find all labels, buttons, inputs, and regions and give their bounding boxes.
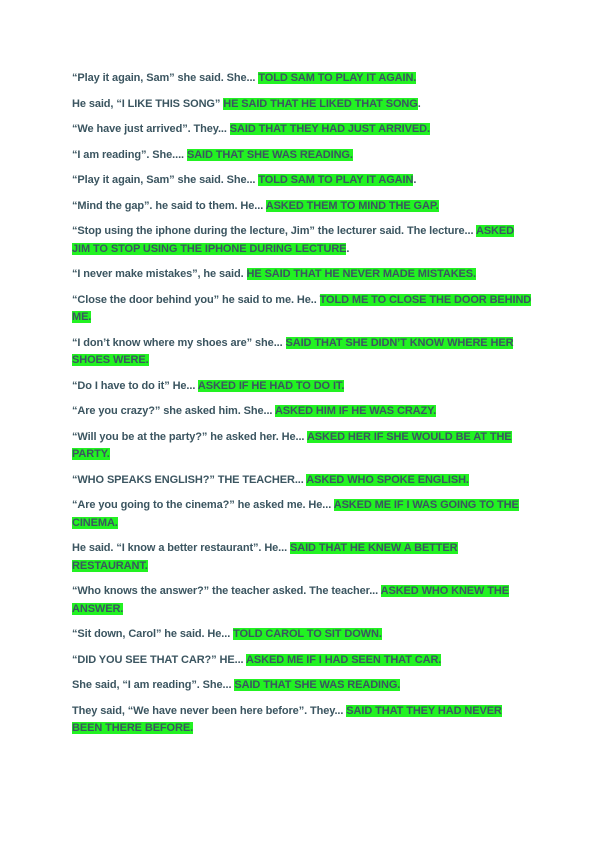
- exercise-item: [72, 335, 534, 370]
- exercise-item: [72, 652, 534, 670]
- highlighted-answer: SAID THAT THEY HAD NEVER BEEN THERE BEFORE.: [72, 704, 502, 734]
- exercise-prompt: “Do I have to do it” He...: [72, 379, 198, 392]
- exercise-prompt: “Close the door behind you” he said to me. He..: [72, 293, 320, 306]
- highlighted-answer: ASKED ME IF I WAS GOING TO THE CINEMA.: [72, 499, 519, 529]
- exercise-item: [72, 540, 534, 575]
- exercise-item: [72, 70, 534, 88]
- exercise-prompt: “WHO SPEAKS ENGLISH?” THE TEACHER...: [72, 473, 307, 486]
- exercise-prompt: “Mind the gap”. he said to them. He...: [72, 199, 266, 212]
- highlighted-answer: TOLD SAM TO PLAY IT AGAIN.: [258, 72, 417, 84]
- exercise-item: [72, 626, 534, 644]
- exercise-prompt: “I never make mistakes”, he said.: [72, 268, 247, 280]
- highlighted-answer: TOLD SAM TO PLAY IT AGAIN: [258, 174, 414, 186]
- exercise-item: [72, 96, 534, 114]
- exercise-item: [72, 147, 534, 165]
- highlighted-answer: ASKED WHO KNEW THE ANSWER.: [72, 585, 509, 615]
- exercise-prompt: “Play it again, Sam” she said. She...: [72, 72, 259, 84]
- exercise-prompt: “Sit down, Carol” he said. He...: [72, 628, 234, 640]
- exercise-item: [72, 472, 534, 490]
- exercise-prompt: “We have just arrived”. They...: [72, 123, 230, 135]
- exercise-prompt: “Are you crazy?” she asked him. She...: [72, 405, 275, 417]
- exercise-prompt: “I don’t know where my shoes are” she...: [72, 336, 286, 349]
- exercise-prompt: “DID YOU SEE THAT CAR?” HE...: [72, 653, 247, 666]
- highlighted-answer: SAID THAT SHE DIDN’T KNOW WHERE HER SHOES WERE.: [72, 336, 514, 366]
- exercise-prompt: “I am reading”. She....: [72, 148, 187, 161]
- exercise-item: [72, 403, 534, 421]
- exercise-item: [72, 583, 534, 618]
- highlighted-answer: ASKED HIM IF HE WAS CRAZY.: [274, 405, 437, 417]
- exercise-prompt: She said, “I am reading”. She...: [72, 679, 235, 691]
- exercise-item: [72, 703, 534, 738]
- highlighted-answer: SAID THAT HE KNEW A BETTER RESTAURANT.: [72, 542, 458, 572]
- exercise-prompt: “Stop using the iphone during the lecture, Jim” the lecturer said. The lecture...: [72, 225, 476, 237]
- exercise-list: [72, 70, 534, 746]
- highlighted-answer: TOLD CAROL TO SIT DOWN.: [233, 628, 382, 640]
- exercise-item: [72, 121, 534, 139]
- highlighted-answer: ASKED ME IF I HAD SEEN THAT CAR.: [246, 653, 442, 666]
- highlighted-answer: ASKED IF HE HAD TO DO IT.: [197, 379, 345, 392]
- answer-trailing-punctuation: .: [413, 174, 417, 186]
- highlighted-answer: SAID THAT THEY HAD JUST ARRIVED.: [229, 123, 430, 135]
- exercise-prompt: He said, “I LIKE THIS SONG”: [72, 97, 224, 110]
- highlighted-answer: HE SAID THAT HE NEVER MADE MISTAKES.: [246, 268, 476, 280]
- highlighted-answer: ASKED JIM TO STOP USING THE IPHONE DURING LECTURE: [72, 225, 514, 255]
- exercise-item: [72, 266, 534, 284]
- exercise-prompt: “Are you going to the cinema?” he asked me. He...: [72, 499, 334, 511]
- highlighted-answer: ASKED HER IF SHE WOULD BE AT THE PARTY.: [72, 430, 512, 460]
- exercise-item: [72, 378, 534, 396]
- highlighted-answer: TOLD ME TO CLOSE THE DOOR BEHIND ME.: [72, 293, 532, 323]
- exercise-item: [72, 429, 534, 464]
- highlighted-answer: ASKED WHO SPOKE ENGLISH.: [306, 473, 469, 486]
- exercise-prompt: “Who knows the answer?” the teacher asked. The teacher...: [72, 585, 381, 597]
- exercise-item: [72, 677, 534, 695]
- exercise-item: [72, 497, 534, 532]
- exercise-prompt: “Will you be at the party?” he asked her. He...: [72, 430, 307, 443]
- highlighted-answer: ASKED THEM TO MIND THE GAP.: [265, 199, 439, 212]
- exercise-item: [72, 172, 534, 190]
- exercise-item: [72, 198, 534, 216]
- exercise-item: [72, 292, 534, 327]
- answer-trailing-punctuation: .: [346, 242, 350, 255]
- exercise-prompt: They said, “We have never been here before”. They...: [72, 704, 347, 717]
- highlighted-answer: SAID THAT SHE WAS READING.: [234, 679, 401, 691]
- exercise-prompt: “Play it again, Sam” she said. She...: [72, 174, 259, 186]
- exercise-item: [72, 223, 534, 258]
- answer-trailing-punctuation: .: [417, 97, 421, 110]
- highlighted-answer: SAID THAT SHE WAS READING.: [186, 148, 353, 161]
- exercise-prompt: He said. “I know a better restaurant”. He...: [72, 542, 291, 554]
- highlighted-answer: HE SAID THAT HE LIKED THAT SONG: [223, 97, 418, 110]
